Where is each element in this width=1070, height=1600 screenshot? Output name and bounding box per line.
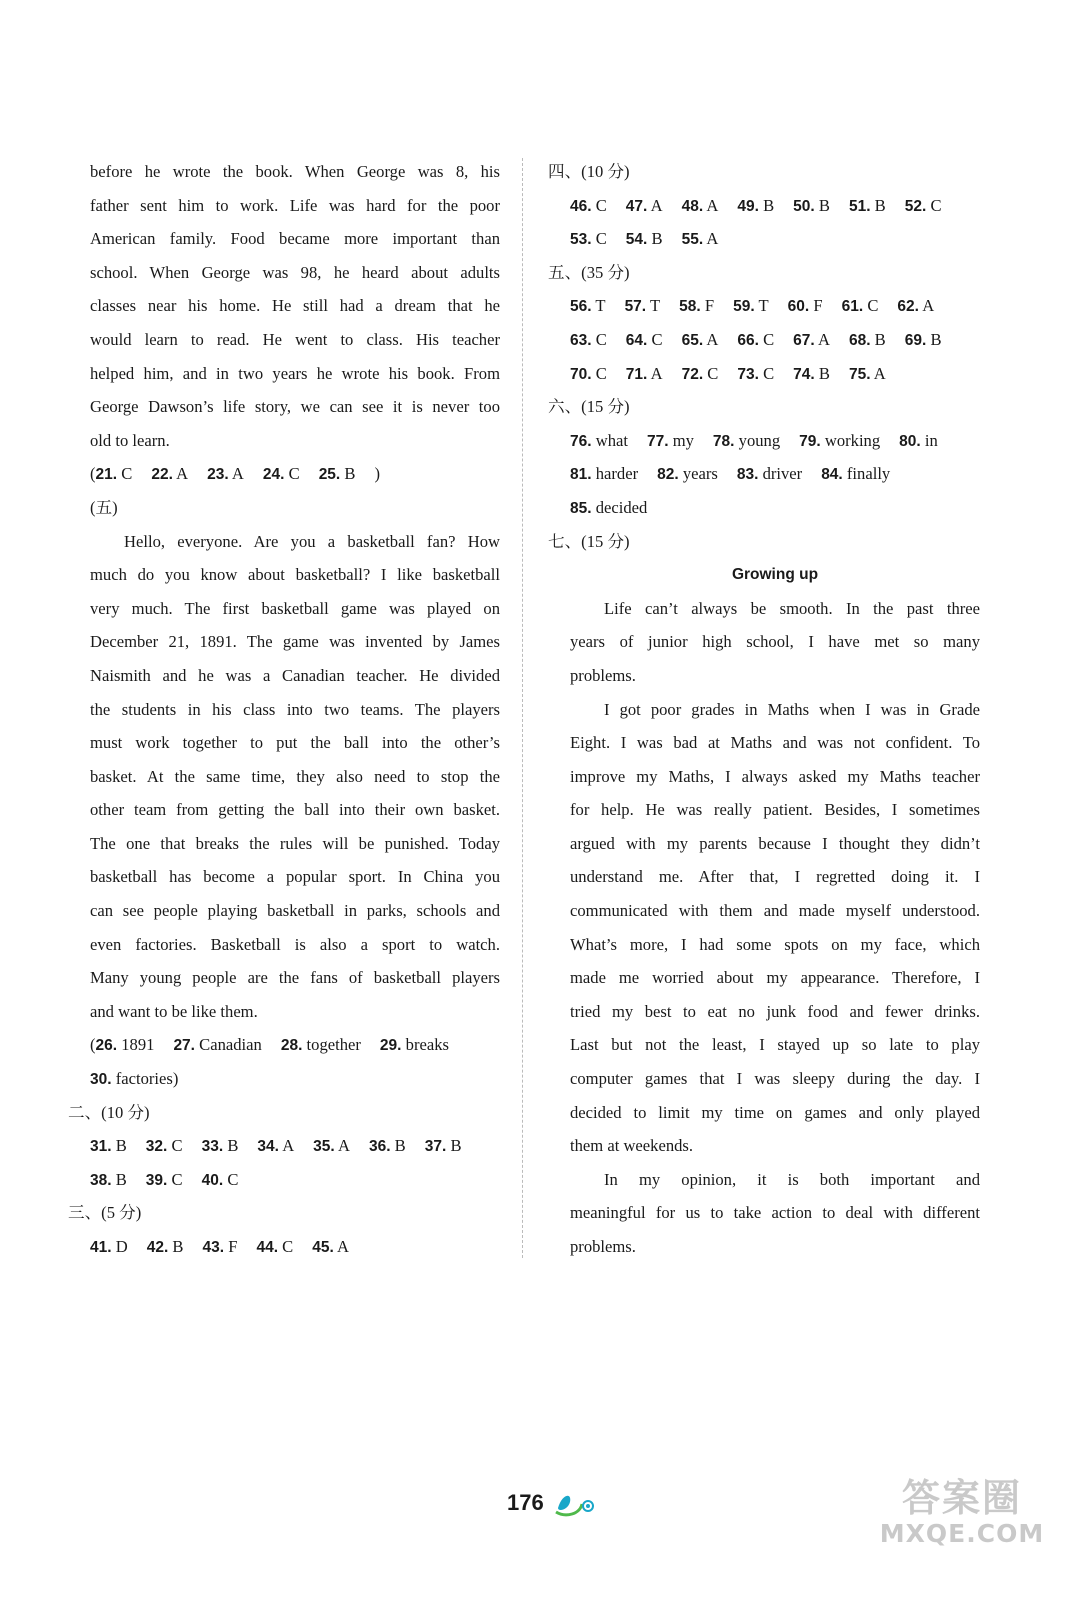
- answer-item: [679, 289, 714, 324]
- watermark: [872, 1476, 1052, 1548]
- answer-value: B: [344, 464, 356, 484]
- answer-row: [90, 1028, 500, 1062]
- answer-value: T: [595, 296, 606, 316]
- question-number: 66.: [737, 331, 759, 349]
- passage-line: must work together to put the ball into the other’s: [90, 733, 500, 753]
- essay-line: understand me. After that, I regretted doing it. I: [570, 867, 980, 887]
- answer-item: [737, 457, 802, 492]
- answer-item: [793, 357, 830, 392]
- answer-value: A: [706, 195, 719, 215]
- answer-value: harder: [595, 464, 639, 484]
- question-number: 81.: [570, 466, 592, 484]
- passage-line: the students in his class into two teams. The players: [90, 699, 500, 719]
- passage-line: other team from getting the ball into their own basket.: [90, 800, 500, 820]
- answer-value: young: [738, 430, 781, 450]
- paren-open: (: [90, 1035, 96, 1055]
- section-heading: 四、(10 分): [548, 162, 630, 181]
- answer-row: [570, 457, 980, 491]
- answer-value: factories: [115, 1069, 173, 1089]
- essay-title: Growing up: [731, 566, 819, 584]
- answer-value: B: [818, 363, 830, 383]
- answer-row: [90, 1062, 500, 1096]
- question-number: 50.: [793, 197, 815, 215]
- passage-line: father sent him to work. Life was hard for the poor: [90, 195, 500, 215]
- passage-line: before he wrote the book. When George was 8, his: [90, 162, 500, 181]
- question-number: 67.: [793, 331, 815, 349]
- passage-line: American family. Food became more important than: [90, 229, 500, 249]
- answer-item: [682, 323, 719, 358]
- question-number: 46.: [570, 197, 592, 215]
- answer-row: [90, 1163, 500, 1197]
- passage-line: would learn to read. He went to class. His teacher: [90, 329, 500, 349]
- answer-item: [626, 357, 663, 392]
- answer-value: C: [595, 329, 607, 349]
- answer-value: A: [817, 329, 830, 349]
- question-number: 58.: [679, 298, 701, 316]
- answer-item: [713, 424, 780, 459]
- page-footer: [0, 1476, 1070, 1550]
- answer-item: [570, 323, 607, 358]
- question-number: 31.: [90, 1138, 112, 1156]
- answer-value: B: [115, 1136, 127, 1156]
- essay-line: Eight. I was bad at Maths and was not confident. To: [570, 733, 980, 753]
- column-divider: [522, 158, 523, 1258]
- answer-value: C: [288, 464, 300, 484]
- answer-item: [788, 289, 823, 324]
- answer-item: [793, 323, 830, 358]
- essay-line: problems.: [570, 665, 636, 685]
- answer-value: T: [758, 296, 769, 316]
- answer-value: T: [649, 296, 661, 316]
- answer-value: A: [176, 464, 189, 484]
- answer-item: [570, 491, 647, 526]
- question-number: 83.: [736, 466, 759, 484]
- essay-line: decided to limit my time on games and only played: [570, 1102, 980, 1122]
- question-number: 26.: [95, 1037, 118, 1055]
- question-number: 70.: [570, 365, 592, 383]
- answer-value: C: [595, 195, 607, 215]
- question-number: 78.: [712, 432, 735, 450]
- question-number: 25.: [318, 466, 341, 484]
- answer-item: [905, 323, 942, 358]
- answer-item: [737, 189, 774, 224]
- answer-value: my: [672, 430, 694, 450]
- answer-value: C: [867, 296, 879, 316]
- question-number: 63.: [570, 331, 592, 349]
- answer-value: A: [706, 229, 719, 249]
- answer-item: [897, 289, 934, 324]
- essay-line: improve my Maths, I always asked my Maths teacher: [570, 766, 980, 786]
- answer-item: [207, 457, 244, 492]
- answer-value: B: [818, 195, 830, 215]
- question-number: 56.: [570, 298, 592, 316]
- answer-value: B: [930, 329, 942, 349]
- answer-value: B: [394, 1136, 406, 1156]
- question-number: 32.: [145, 1138, 168, 1156]
- essay-line: What’s more, I had some spots on my face, which: [570, 934, 980, 954]
- answer-row: [570, 289, 980, 323]
- question-number: 64.: [625, 331, 648, 349]
- answer-item: [151, 457, 188, 492]
- answer-value: 1891: [121, 1035, 155, 1055]
- question-number: 85.: [570, 499, 592, 517]
- answer-item: [570, 289, 606, 324]
- question-number: 79.: [799, 432, 821, 450]
- answer-value: C: [651, 329, 663, 349]
- answer-value: A: [282, 1136, 295, 1156]
- passage-line: classes near his home. He still had a dream that he: [90, 296, 500, 316]
- watermark-top: 答案圈: [901, 1476, 1022, 1520]
- question-number: 48.: [681, 197, 704, 215]
- answer-item: [173, 1028, 261, 1063]
- question-number: 68.: [848, 331, 871, 349]
- answer-value: B: [450, 1136, 462, 1156]
- question-number: 33.: [201, 1138, 224, 1156]
- question-number: 62.: [897, 298, 919, 316]
- answer-value: working: [824, 430, 881, 450]
- question-number: 37.: [424, 1138, 447, 1156]
- page-number: 176: [507, 1490, 544, 1515]
- passage-line: Many young people are the fans of basketball players: [90, 968, 500, 988]
- answer-item: [647, 424, 694, 459]
- answer-item: [425, 1129, 462, 1164]
- answer-row: [90, 457, 500, 491]
- question-number: 72.: [681, 365, 704, 383]
- question-number: 30.: [90, 1071, 112, 1089]
- question-number: 49.: [737, 197, 759, 215]
- answer-value: together: [306, 1035, 361, 1055]
- answer-item: [96, 1028, 155, 1063]
- question-number: 52.: [904, 197, 927, 215]
- essay-line: tried my best to eat no junk food and fewer drinks.: [570, 1001, 980, 1021]
- question-number: 38.: [90, 1171, 112, 1189]
- passage-line: Naismith and he was a Canadian teacher. He divided: [90, 665, 500, 685]
- essay-line: them at weekends.: [570, 1136, 694, 1156]
- answer-value: C: [121, 464, 133, 484]
- answer-value: driver: [762, 464, 803, 484]
- question-number: 29.: [379, 1037, 402, 1055]
- answer-value: finally: [846, 464, 891, 484]
- answer-item: [96, 457, 133, 492]
- answer-item: [90, 1062, 173, 1097]
- answer-item: [737, 357, 774, 392]
- left-column: [68, 155, 500, 1264]
- answer-value: in: [924, 430, 938, 450]
- question-number: 21.: [95, 466, 118, 484]
- answer-value: A: [873, 363, 886, 383]
- answer-item: [849, 357, 886, 392]
- passage-line: old to learn.: [90, 430, 170, 450]
- answer-value: A: [650, 363, 663, 383]
- answer-item: [263, 457, 300, 492]
- essay-line: meaningful for us to take action to deal with different: [570, 1203, 980, 1223]
- answer-item: [570, 357, 607, 392]
- answer-item: [281, 1028, 361, 1063]
- answer-item: [682, 222, 719, 257]
- question-number: 75.: [848, 365, 871, 383]
- passage-line: much do you know about basketball? I like basketball: [90, 565, 500, 585]
- question-number: 59.: [733, 298, 755, 316]
- answer-item: [380, 1028, 449, 1063]
- answer-value: C: [763, 363, 775, 383]
- answer-value: D: [115, 1237, 128, 1256]
- answer-row: [570, 189, 980, 223]
- answer-value: C: [227, 1169, 239, 1189]
- answer-value: breaks: [405, 1035, 449, 1055]
- question-number: 43.: [202, 1239, 225, 1256]
- question-number: 44.: [256, 1239, 279, 1256]
- essay-line: Last but not the least, I stayed up so late to play: [570, 1035, 980, 1055]
- question-number: 53.: [570, 231, 592, 249]
- passage-line: school. When George was 98, he heard about adults: [90, 262, 500, 282]
- answer-item: [147, 1230, 184, 1265]
- essay-line: made me worried about my appearance. Therefore, I: [570, 968, 980, 988]
- question-number: 80.: [899, 432, 921, 450]
- answer-item: [312, 1230, 349, 1265]
- question-number: 76.: [570, 432, 592, 450]
- answer-item: [570, 222, 607, 257]
- answer-value: C: [763, 329, 775, 349]
- answer-value: F: [813, 296, 823, 316]
- answer-value: B: [874, 329, 886, 349]
- essay-line: In my opinion, it is both important and: [604, 1169, 980, 1189]
- answer-row: [570, 222, 980, 256]
- paren-close: ): [172, 1069, 179, 1089]
- passage-line: even factories. Basketball is also a sport to watch.: [90, 934, 500, 954]
- question-number: 65.: [681, 331, 704, 349]
- answer-item: [737, 323, 774, 358]
- answer-row: [90, 1230, 500, 1264]
- question-number: 74.: [793, 365, 815, 383]
- answer-row: [570, 357, 980, 391]
- answer-item: [849, 189, 886, 224]
- question-number: 42.: [146, 1239, 169, 1256]
- answer-item: [90, 1129, 127, 1164]
- paren-open: (: [90, 464, 96, 484]
- answer-value: A: [231, 464, 244, 484]
- question-number: 51.: [848, 197, 871, 215]
- answer-item: [842, 289, 879, 324]
- passage-line: December 21, 1891. The game was invented by James: [90, 632, 500, 652]
- section-heading: 二、(10 分): [68, 1102, 150, 1122]
- answer-item: [202, 1129, 239, 1164]
- answer-value: B: [227, 1136, 239, 1156]
- question-number: 40.: [201, 1171, 224, 1189]
- answer-value: B: [874, 195, 886, 215]
- answer-item: [570, 457, 638, 492]
- answer-value: A: [650, 195, 663, 215]
- question-number: 54.: [625, 231, 648, 249]
- watermark-bottom: MXQE.COM: [879, 1519, 1045, 1548]
- passage-line: basket. At the same time, they also need to stop the: [90, 766, 500, 786]
- section-heading: 六、(15 分): [548, 397, 630, 417]
- answer-item: [626, 189, 663, 224]
- answer-value: decided: [595, 497, 648, 517]
- question-number: 27.: [173, 1037, 195, 1055]
- answer-item: [570, 424, 628, 459]
- answer-item: [682, 357, 719, 392]
- question-number: 84.: [821, 466, 843, 484]
- answer-item: [369, 1129, 406, 1164]
- answer-value: B: [172, 1237, 184, 1256]
- answer-value: B: [115, 1169, 127, 1189]
- answer-row: [570, 424, 980, 458]
- answer-item: [626, 222, 663, 257]
- question-number: 73.: [737, 365, 759, 383]
- question-number: 61.: [841, 298, 864, 316]
- essay-line: years of junior high school, I have met so many: [570, 632, 980, 652]
- question-number: 60.: [787, 298, 810, 316]
- answer-value: B: [651, 229, 663, 249]
- answer-value: F: [228, 1237, 238, 1256]
- answer-item: [146, 1129, 183, 1164]
- answer-value: B: [763, 195, 775, 215]
- essay-line: Life can’t always be smooth. In the past three: [604, 598, 980, 618]
- passage-line: helped him, and in two years he wrote his book. From: [90, 363, 500, 383]
- answer-value: C: [595, 363, 607, 383]
- answer-value: C: [930, 195, 942, 215]
- answer-row: [90, 1129, 500, 1163]
- answer-item: [202, 1163, 239, 1198]
- question-number: 23.: [207, 466, 229, 484]
- answer-item: [682, 189, 719, 224]
- answer-item: [90, 1230, 128, 1265]
- question-number: 71.: [625, 365, 648, 383]
- question-number: 22.: [151, 466, 173, 484]
- answer-value: C: [282, 1237, 294, 1256]
- answer-item: [257, 1129, 294, 1164]
- answer-item: [821, 457, 890, 492]
- answer-value: A: [706, 329, 719, 349]
- question-number: 41.: [90, 1239, 112, 1256]
- answer-item: [626, 323, 663, 358]
- section-heading: 七、(15 分): [548, 531, 630, 551]
- answer-row: [570, 323, 980, 357]
- passage-line: George Dawson’s life story, we can see it is never too: [90, 397, 500, 417]
- question-number: 82.: [657, 466, 679, 484]
- right-column: [548, 155, 980, 1264]
- passage-line: basketball has become a popular sport. In China you: [90, 867, 500, 887]
- answer-value: C: [171, 1169, 183, 1189]
- question-number: 57.: [624, 298, 647, 316]
- answer-row: [570, 491, 980, 525]
- answer-value: A: [337, 1136, 350, 1156]
- answer-value: A: [337, 1237, 350, 1256]
- question-number: 55.: [681, 231, 704, 249]
- answer-value: what: [595, 430, 628, 450]
- answer-item: [849, 323, 886, 358]
- question-number: 36.: [368, 1138, 391, 1156]
- answer-item: [146, 1163, 183, 1198]
- paren-close: ): [374, 464, 381, 484]
- answer-item: [733, 289, 769, 324]
- question-number: 24.: [262, 466, 285, 484]
- answer-item: [90, 1163, 127, 1198]
- question-number: 45.: [312, 1239, 334, 1256]
- answer-value: years: [682, 464, 718, 484]
- question-number: 69.: [904, 331, 927, 349]
- answer-item: [256, 1230, 293, 1265]
- passage-line: Hello, everyone. Are you a basketball fan? How: [124, 531, 500, 551]
- answer-value: A: [922, 296, 935, 316]
- answer-item: [625, 289, 661, 324]
- answer-item: [657, 457, 718, 492]
- question-number: 39.: [145, 1171, 168, 1189]
- answer-value: C: [171, 1136, 183, 1156]
- answer-item: [319, 457, 356, 492]
- section-heading: 五、(35 分): [548, 262, 630, 282]
- essay-line: argued with my parents because I thought they didn’t: [570, 833, 980, 853]
- passage-line: The one that breaks the rules will be punished. Today: [90, 833, 500, 853]
- answer-value: F: [704, 296, 715, 316]
- answer-value: Canadian: [199, 1035, 262, 1055]
- essay-line: computer games that I was sleepy during the day. I: [570, 1069, 980, 1089]
- question-number: 47.: [625, 197, 648, 215]
- essay-line: problems.: [570, 1237, 636, 1256]
- answer-item: [570, 189, 607, 224]
- question-number: 35.: [313, 1138, 335, 1156]
- answer-item: [799, 424, 880, 459]
- answer-item: [899, 424, 938, 459]
- answer-item: [793, 189, 830, 224]
- section-heading: (五): [90, 497, 118, 517]
- essay-line: for help. He was really patient. Besides, I sometimes: [570, 800, 980, 820]
- essay-line: communicated with them and made myself understood.: [570, 901, 980, 921]
- question-number: 28.: [280, 1037, 303, 1055]
- question-number: 34.: [257, 1138, 279, 1156]
- passage-line: very much. The first basketball game was played on: [90, 598, 500, 618]
- essay-line: I got poor grades in Maths when I was in Grade: [604, 699, 980, 719]
- answer-item: [313, 1129, 350, 1164]
- passage-line: can see people playing basketball in parks, schools and: [90, 901, 500, 921]
- answer-item: [905, 189, 942, 224]
- answer-value: C: [595, 229, 607, 249]
- answer-value: C: [707, 363, 719, 383]
- answer-item: [203, 1230, 238, 1265]
- question-number: 77.: [646, 432, 669, 450]
- section-heading: 三、(5 分): [68, 1203, 142, 1223]
- wave-logo-icon: [552, 1488, 596, 1518]
- passage-line: and want to be like them.: [90, 1001, 258, 1021]
